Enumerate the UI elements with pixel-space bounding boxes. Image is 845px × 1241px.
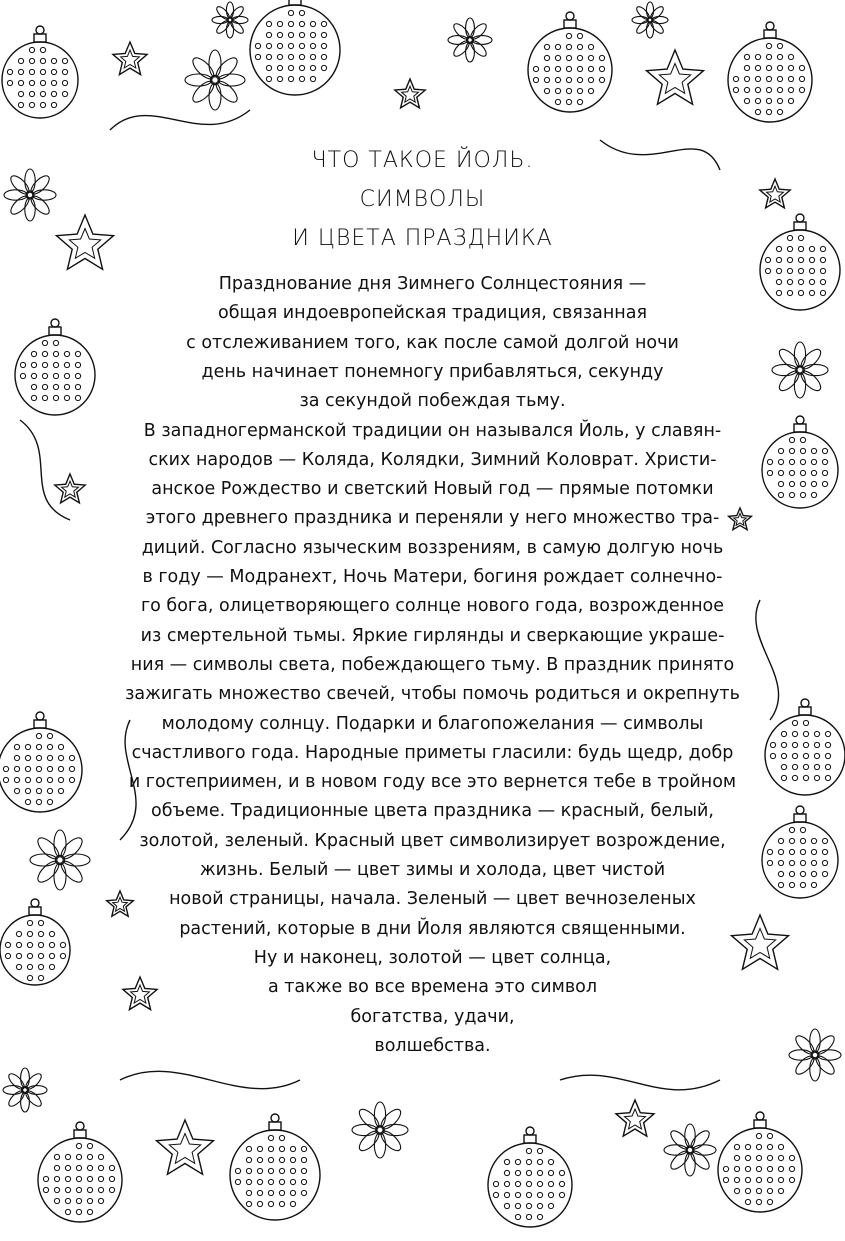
body-line: жизнь. Белый — цвет зимы и холода, цвет чистой: [199, 860, 666, 880]
body-line: Ну и наконец, золотой — цвет солнца,: [253, 947, 612, 968]
body-line: день начинает понемногу прибавляться, секунду: [201, 361, 664, 382]
star-icon: [395, 79, 425, 108]
star-icon: [616, 1100, 654, 1136]
body-line: волшебства.: [374, 1035, 491, 1056]
body-line: В западногерманской традиции он назывался Йоль, у славян-: [143, 420, 722, 441]
body-line: диций. Согласно языческим воззрениям, в самую долгую ночь: [141, 537, 724, 558]
body-line: го бога, олицетворяющего солнце нового года, возрожденное: [140, 596, 725, 617]
ornament-ball-icon: [15, 335, 95, 415]
body-line: ния — символы света, побеждающего тьму. В праздник принято: [130, 654, 735, 675]
body-line: анское Рождество и светский Новый год — прямые потомки: [151, 479, 714, 500]
ribbon-icon: [20, 420, 70, 520]
ornament-ball-icon: [762, 822, 838, 898]
title-line-1: ЧТО ТАКОЕ ЙОЛЬ.: [311, 148, 534, 173]
body-line: общая индоевропейская традиция, связанная: [218, 303, 647, 324]
body-line: за секундой побеждая тьму.: [299, 391, 566, 412]
ribbon-icon: [560, 1075, 720, 1090]
star-icon: [113, 42, 147, 75]
body-line: в году — Модранехт, Ночь Матери, богиня рождает солнечно-: [142, 567, 723, 587]
body-line: из смертельной тьмы. Яркие гирлянды и сверкающие украше-: [140, 625, 725, 646]
body-line: новой страницы, начала. Зеленый — цвет вечнозеленых: [169, 889, 696, 910]
ornament-ball-icon: [230, 1130, 320, 1220]
ornament-ball-icon: [762, 432, 838, 508]
body-line: и гостеприимен, и в новом году все это вернется тебе в тройном: [128, 772, 737, 793]
title-line-3: И ЦВЕТА ПРАЗДНИКА: [292, 226, 553, 251]
body-line: зажигать множество свечей, чтобы помочь родиться и окрепнуть: [125, 684, 740, 705]
body-line: молодому солнцу. Подарки и благопожелания — символы: [161, 713, 704, 734]
body-line: золотой, зеленый. Красный цвет символизирует возрождение,: [139, 830, 726, 851]
body-line: Празднование дня Зимнего Солнцестояния —: [218, 274, 647, 294]
star-icon: [157, 1120, 214, 1174]
body-line: а также во все времена это символ: [267, 977, 598, 998]
ribbon-icon: [120, 1071, 300, 1088]
body-line: этого древнего праздника и переняли у него множество тра-: [145, 508, 720, 529]
body-line: счастливого года. Народные приметы гласили: будь щедр, добр: [131, 742, 734, 763]
star-icon: [55, 474, 85, 503]
star-icon: [647, 50, 704, 104]
title-line-2: СИМВОЛЫ: [359, 187, 486, 212]
ornament-ball-icon: [2, 42, 78, 118]
body-line: с отслеживанием того, как после самой долгой ночи: [186, 332, 679, 353]
body-line: ских народов — Коляда, Колядки, Зимний Коловрат. Христи-: [148, 449, 717, 470]
ornament-ball-icon: [765, 715, 845, 795]
ribbon-icon: [110, 110, 250, 130]
body-line: растений, которые в дни Йоля являются священными.: [179, 918, 686, 939]
body-line: богатства, удачи,: [350, 1006, 515, 1027]
ornament-ball-icon: [0, 915, 70, 985]
ornament-ball-icon: [250, 5, 340, 95]
body-line: объеме. Традиционные цвета праздника — красный, белый,: [151, 801, 714, 822]
